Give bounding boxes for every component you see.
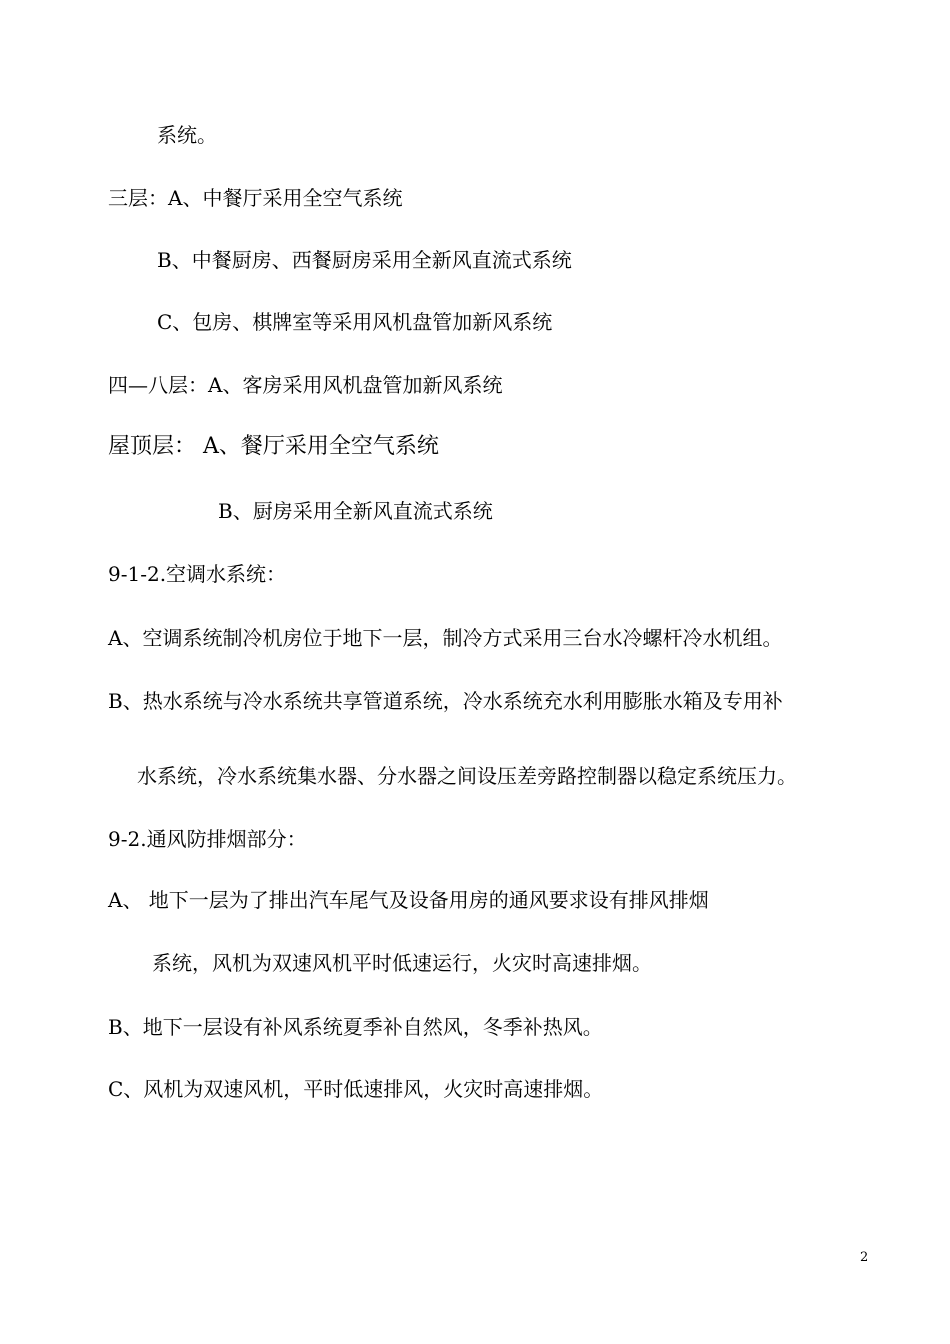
text-line-system-continuation: 系统。 [157, 123, 217, 147]
text-line-third-floor-c: C、包房、棋牌室等采用风机盘管加新风系统 [157, 310, 553, 334]
text-line-fourth-to-eighth-floor: 四—八层：A、客房采用风机盘管加新风系统 [108, 373, 503, 397]
page-number: 2 [860, 1250, 869, 1265]
section-heading-aircon-water: 9-1-2.空调水系统： [108, 562, 287, 586]
text-line-third-floor-b: B、中餐厨房、西餐厨房采用全新风直流式系统 [157, 248, 572, 272]
text-line-water-b: B、热水系统与冷水系统共享管道系统，冷水系统充水利用膨胀水箱及专用补 [108, 689, 783, 713]
text-line-ventilation-b: B、地下一层设有补风系统夏季补自然风，冬季补热风。 [108, 1015, 603, 1039]
text-line-ventilation-c: C、风机为双速风机，平时低速排风，火灾时高速排烟。 [108, 1077, 604, 1101]
text-line-ventilation-a: A、 地下一层为了排出汽车尾气及设备用房的通风要求设有排风排烟 [108, 888, 709, 912]
text-line-water-b-continuation: 水系统，冷水系统集水器、分水器之间设压差旁路控制器以稳定系统压力。 [137, 764, 797, 788]
text-line-third-floor: 三层：A、中餐厅采用全空气系统 [108, 186, 403, 210]
text-line-roof-floor: 屋顶层： A、餐厅采用全空气系统 [108, 434, 439, 459]
section-heading-ventilation: 9-2.通风防排烟部分： [108, 827, 307, 851]
text-line-roof-floor-b: B、厨房采用全新风直流式系统 [218, 499, 493, 523]
text-line-water-a: A、空调系统制冷机房位于地下一层，制冷方式采用三台水冷螺杆冷水机组。 [108, 626, 783, 650]
text-line-ventilation-a-continuation: 系统，风机为双速风机平时低速运行，火灾时高速排烟。 [152, 951, 652, 975]
